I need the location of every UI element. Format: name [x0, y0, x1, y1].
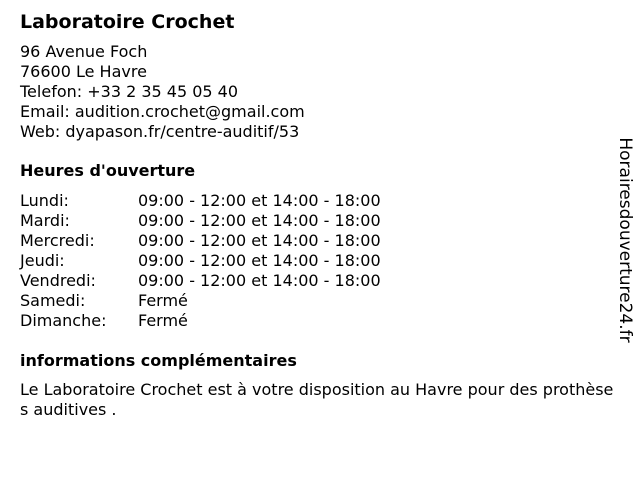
day-hours: 09:00 - 12:00 et 14:00 - 18:00: [138, 231, 381, 250]
contact-block: [20, 42, 620, 142]
web-text: Web: dyapason.fr/centre-auditif/53: [20, 122, 300, 141]
day-hours: Fermé: [138, 311, 188, 330]
day-hours: Fermé: [138, 291, 188, 310]
address-street: 96 Avenue Foch: [20, 42, 148, 61]
brand-watermark: Horairesdouverture24.fr: [615, 137, 635, 343]
day-hours: 09:00 - 12:00 et 14:00 - 18:00: [138, 251, 381, 270]
hours-row-lundi: [20, 191, 620, 211]
hours-row-dimanche: [20, 311, 620, 331]
info-description: Le Laboratoire Crochet est à votre disposition au Havre pour des prothèses auditives .: [20, 380, 614, 419]
day-hours: 09:00 - 12:00 et 14:00 - 18:00: [138, 271, 381, 290]
day-label: Mercredi:: [20, 231, 95, 250]
hours-table: [20, 191, 620, 331]
day-label: Jeudi:: [20, 251, 65, 270]
hours-row-jeudi: [20, 251, 620, 271]
hours-row-mercredi: [20, 231, 620, 251]
day-label: Mardi:: [20, 211, 70, 230]
day-label: Vendredi:: [20, 271, 96, 290]
address-city: 76600 Le Havre: [20, 62, 147, 81]
business-name: Laboratoire Crochet: [20, 11, 235, 33]
day-hours: 09:00 - 12:00 et 14:00 - 18:00: [138, 211, 381, 230]
hours-row-vendredi: [20, 271, 620, 291]
business-card: [20, 10, 620, 420]
info-heading: informations complémentaires: [20, 351, 297, 370]
hours-row-samedi: [20, 291, 620, 311]
day-hours: 09:00 - 12:00 et 14:00 - 18:00: [138, 191, 381, 210]
day-label: Lundi:: [20, 191, 69, 210]
day-label: Dimanche:: [20, 311, 107, 330]
email-text: Email: audition.crochet@gmail.com: [20, 102, 305, 121]
hours-row-mardi: [20, 211, 620, 231]
hours-heading: Heures d'ouverture: [20, 161, 196, 180]
day-label: Samedi:: [20, 291, 86, 310]
phone-text: Telefon: +33 2 35 45 05 40: [20, 82, 239, 101]
